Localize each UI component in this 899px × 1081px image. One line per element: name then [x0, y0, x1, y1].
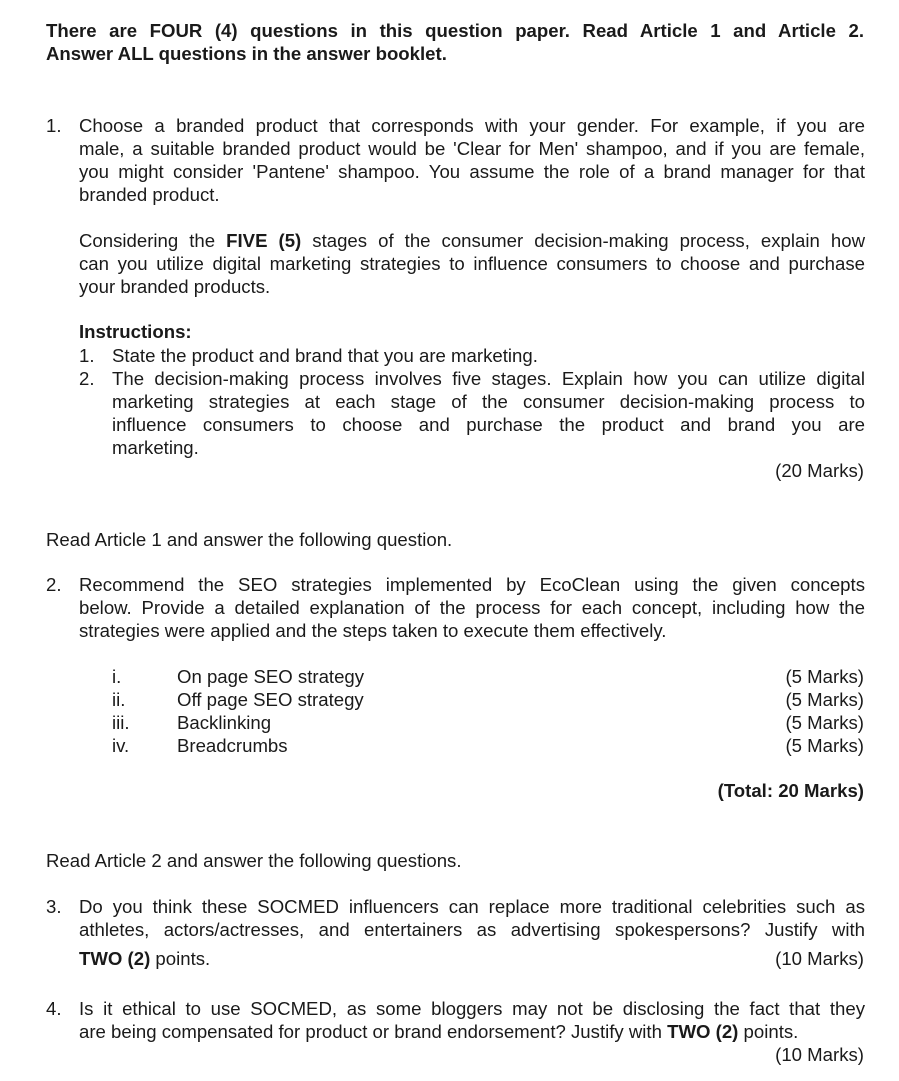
question-3-marks: (10 Marks)	[775, 948, 864, 969]
instruction-text-line: The decision-making process involves five stages. Explain how you can utilize digital	[112, 368, 865, 389]
question-1-paragraph-2-line: your branded products.	[79, 276, 271, 297]
instruction-text-line: influence consumers to choose and purchase the product and brand you are	[112, 414, 865, 435]
seo-item-text: On page SEO strategy	[177, 666, 365, 687]
question-2-text-line: Recommend the SEO strategies implemented by EcoClean using the given concepts	[79, 574, 865, 595]
question-4-marks: (10 Marks)	[775, 1044, 864, 1065]
two-points-emphasis: TWO (2)	[79, 948, 151, 969]
question-2-text-line: below. Provide a detailed explanation of the process for each concept, including how the	[79, 597, 865, 618]
question-3-number: 3.	[46, 896, 62, 917]
question-2-total-marks: (Total: 20 Marks)	[717, 780, 864, 801]
five-stages-emphasis: FIVE (5)	[226, 230, 302, 251]
question-4-number: 4.	[46, 998, 62, 1019]
question-4-text-line: Is it ethical to use SOCMED, as some bloggers may not be disclosing the fact that they	[79, 998, 865, 1019]
question-2-text-line: strategies were applied and the steps taken to execute them effectively.	[79, 620, 667, 641]
question-1-number: 1.	[46, 115, 62, 136]
seo-item-marks: (5 Marks)	[785, 712, 864, 733]
question-1-text-line: you might consider 'Pantene' shampoo. You assume the role of a brand manager for that	[79, 161, 865, 182]
article-2-intro: Read Article 2 and answer the following questions.	[46, 850, 462, 871]
instruction-text-line: marketing strategies at each stage of the consumer decision-making process to	[112, 391, 865, 412]
question-4-text-line: are being compensated for product or brand endorsement? Justify with TWO (2) points.	[79, 1021, 799, 1042]
seo-item-number: i.	[112, 666, 122, 687]
question-1-text-line: Choose a branded product that corresponds with your gender. For example, if you are	[79, 115, 865, 136]
question-1-marks: (20 Marks)	[775, 460, 864, 481]
seo-item-marks: (5 Marks)	[785, 666, 864, 687]
seo-item-number: iii.	[112, 712, 130, 733]
paper-instructions-line-1: There are FOUR (4) questions in this question paper. Read Article 1 and Article 2.	[46, 20, 864, 41]
article-1-intro: Read Article 1 and answer the following question.	[46, 529, 453, 550]
seo-item-text: Backlinking	[177, 712, 272, 733]
instruction-number: 2.	[79, 368, 95, 389]
paper-instructions-line-2: Answer ALL questions in the answer booklet.	[46, 43, 447, 64]
question-3-text-line: athletes, actors/actresses, and entertainers as advertising spokespersons? Justify with	[79, 919, 865, 940]
question-3-text-line: Do you think these SOCMED influencers can replace more traditional celebrities such as	[79, 896, 865, 917]
instruction-number: 1.	[79, 345, 95, 366]
two-points-emphasis: TWO (2)	[667, 1021, 739, 1042]
instructions-heading: Instructions:	[79, 321, 192, 342]
seo-item-marks: (5 Marks)	[785, 689, 864, 710]
question-3-text-line: TWO (2) points.	[79, 948, 211, 969]
seo-item-text: Breadcrumbs	[177, 735, 288, 756]
question-1-text-line: male, a suitable branded product would be 'Clear for Men' shampoo, and if you are female,	[79, 138, 865, 159]
seo-item-number: iv.	[112, 735, 130, 756]
question-1-paragraph-2-line: Considering the FIVE (5) stages of the consumer decision-making process, explain how	[79, 230, 865, 251]
question-2-number: 2.	[46, 574, 62, 595]
question-1-text-line: branded product.	[79, 184, 220, 205]
instruction-text-line: State the product and brand that you are marketing.	[112, 345, 538, 366]
seo-item-number: ii.	[112, 689, 126, 710]
question-1-paragraph-2-line: can you utilize digital marketing strategies to influence consumers to choose and purchase	[79, 253, 865, 274]
instruction-text-line: marketing.	[112, 437, 199, 458]
seo-item-text: Off page SEO strategy	[177, 689, 364, 710]
seo-item-marks: (5 Marks)	[785, 735, 864, 756]
